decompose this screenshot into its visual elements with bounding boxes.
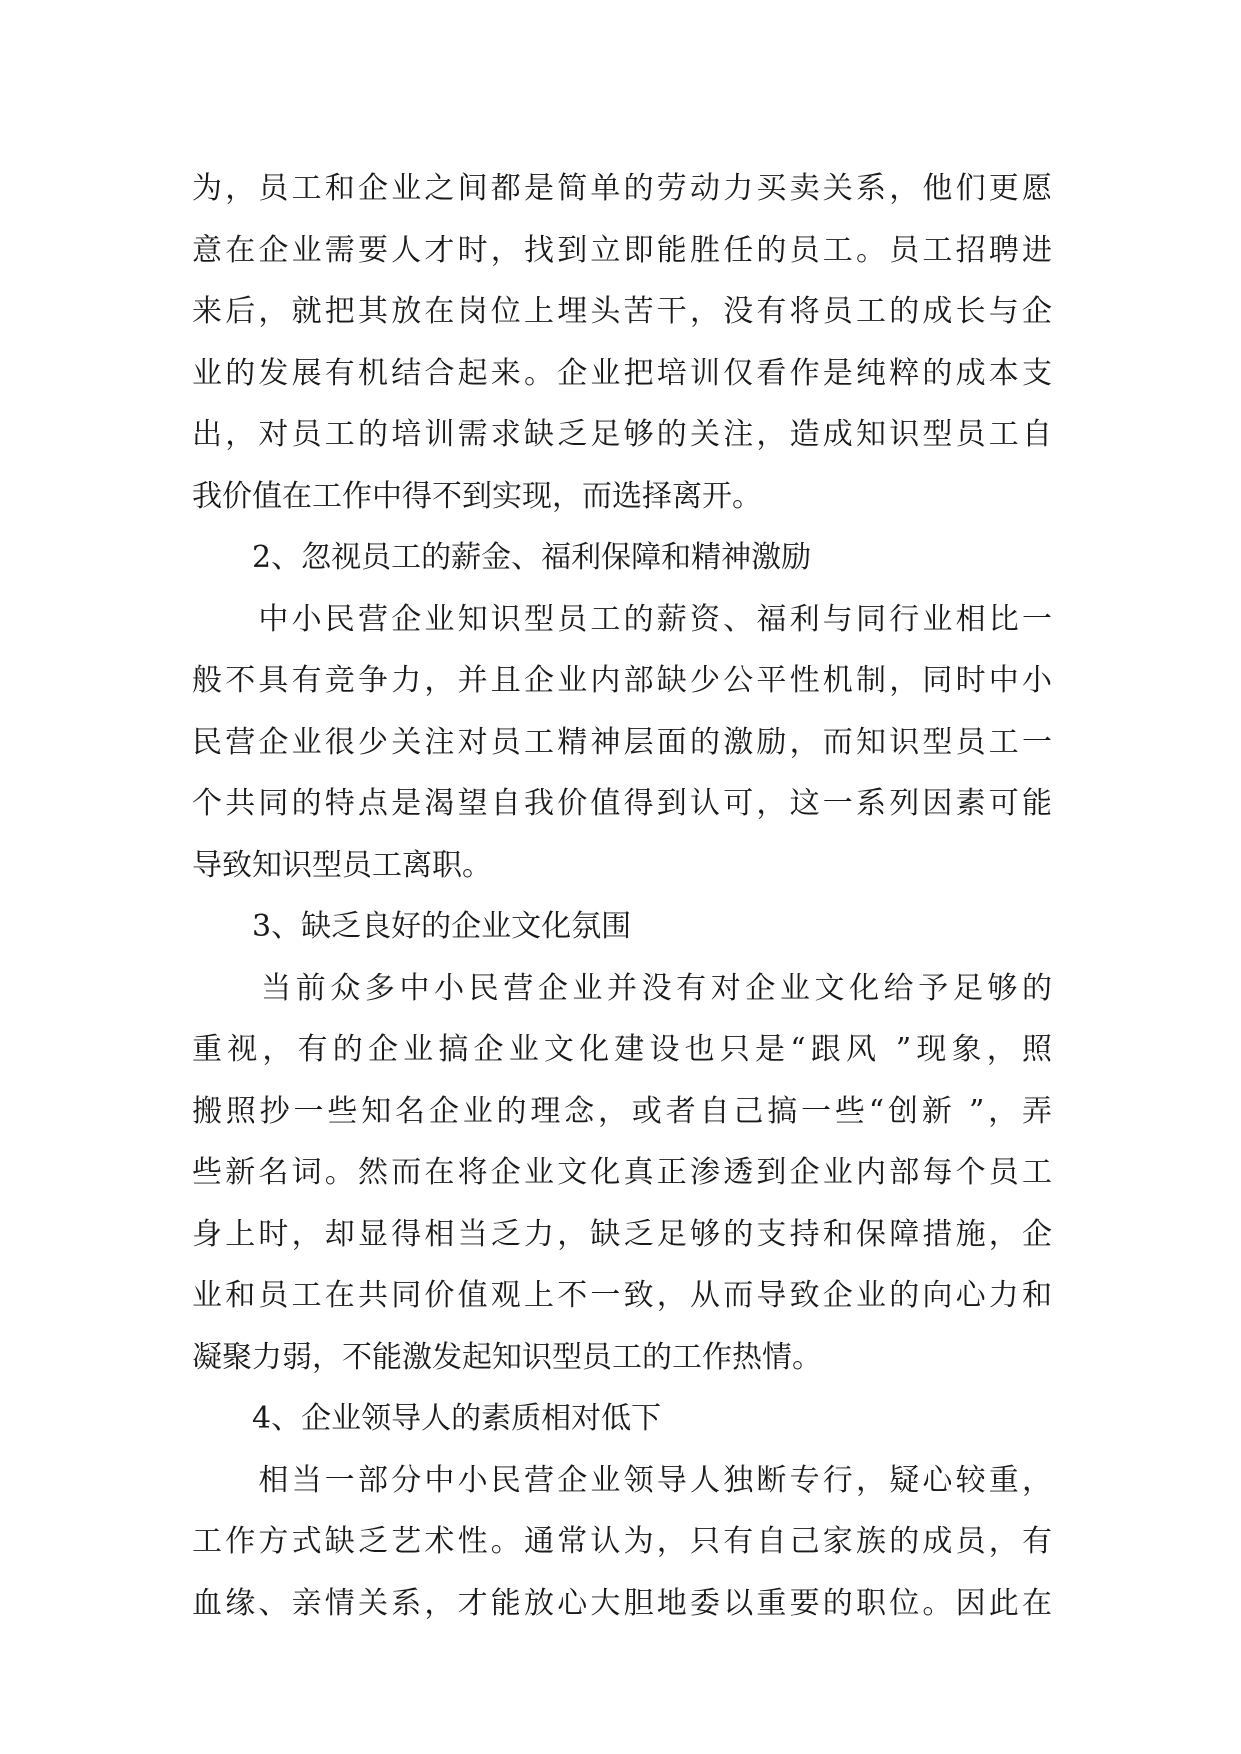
text-line: 搬照抄一些知名企业的理念，或者自己搞一些“创新 ”，弄 <box>192 1093 1052 1129</box>
text-line: 民营企业很少关注对员工精神层面的激励，而知识型员工一 <box>192 724 1052 760</box>
text-line: 身上时，却显得相当乏力，缺乏足够的支持和保障措施，企 <box>192 1216 1052 1252</box>
text-line: 为，员工和企业之间都是简单的劳动力买卖关系，他们更愿 <box>192 171 1052 206</box>
text-line: 我价值在工作中得不到实现，而选择离开。 <box>192 478 762 514</box>
text-line: 意在企业需要人才时，找到立即能胜任的员工。员工招聘进 <box>192 232 1052 268</box>
section-heading: 3、缺乏良好的企业文化氛围 <box>252 909 632 944</box>
text-line: 业和员工在共同价值观上不一致，从而导致企业的向心力和 <box>192 1278 1052 1313</box>
text-line: 凝聚力弱，不能激发起知识型员工的工作热情。 <box>192 1339 822 1375</box>
text-line: 当前众多中小民营企业并没有对企业文化给予足够的 <box>192 970 1052 1006</box>
text-line: 般不具有竞争力，并且企业内部缺少公平性机制，同时中小 <box>192 663 1052 698</box>
section-heading: 4、企业领导人的素质相对低下 <box>252 1401 662 1436</box>
text-line: 相当一部分中小民营企业领导人独断专行，疑心较重， <box>192 1462 1052 1498</box>
text-line: 业的发展有机结合起来。企业把培训仅看作是纯粹的成本支 <box>192 355 1052 391</box>
text-line: 些新名词。然而在将企业文化真正渗透到企业内部每个员工 <box>192 1155 1052 1190</box>
text-line: 中小民营企业知识型员工的薪资、福利与同行业相比一 <box>192 601 1052 637</box>
text-line: 个共同的特点是渴望自我价值得到认可，这一系列因素可能 <box>192 786 1052 821</box>
section-heading: 2、忽视员工的薪金、福利保障和精神激励 <box>252 540 812 575</box>
text-column <box>192 158 1052 1634</box>
text-line: 来后，就把其放在岗位上埋头苦干，没有将员工的成长与企 <box>192 294 1052 329</box>
text-line: 导致知识型员工离职。 <box>192 847 492 883</box>
text-line: 血缘、亲情关系，才能放心大胆地委以重要的职位。因此在 <box>192 1585 1052 1621</box>
text-line: 出，对员工的培训需求缺乏足够的关注，造成知识型员工自 <box>192 417 1052 452</box>
text-line: 重视，有的企业搞企业文化建设也只是“跟风 ”现象，照 <box>192 1032 1052 1067</box>
text-line: 工作方式缺乏艺术性。通常认为，只有自己家族的成员，有 <box>192 1524 1052 1559</box>
